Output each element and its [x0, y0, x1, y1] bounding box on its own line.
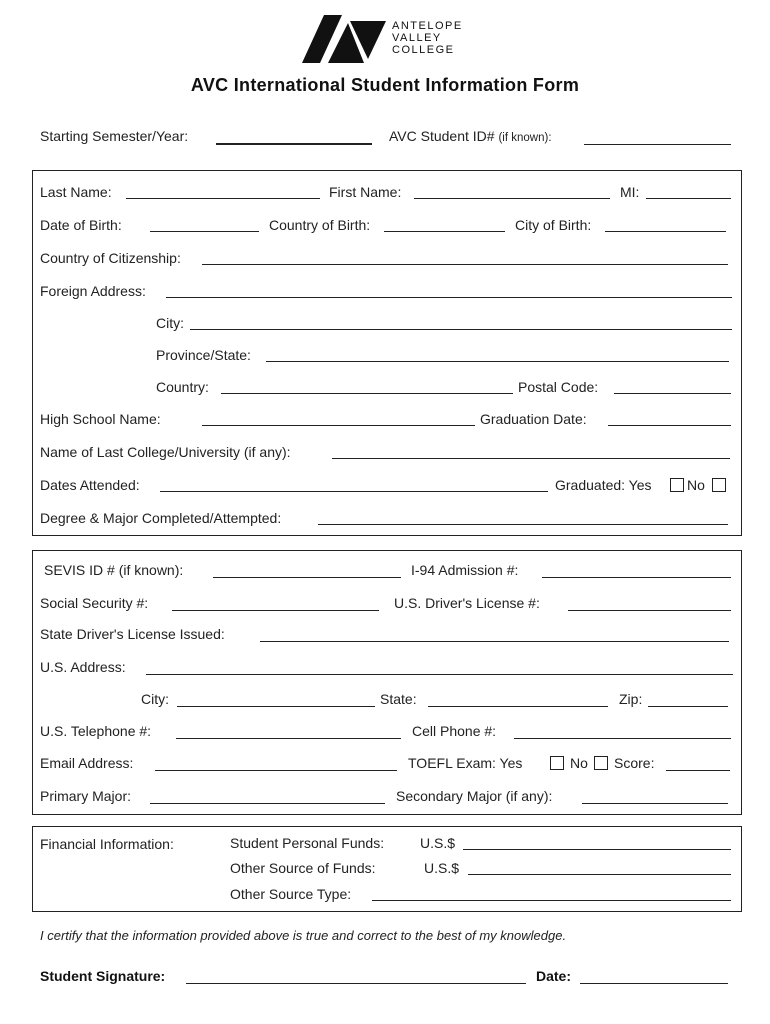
- cell-phone-label: Cell Phone #:: [412, 723, 497, 739]
- ssn-label: Social Security #:: [40, 595, 149, 611]
- secondary-major-field[interactable]: [582, 803, 728, 804]
- city-of-birth-field[interactable]: [605, 231, 726, 232]
- primary-major-label: Primary Major:: [40, 788, 132, 804]
- telephone-label: U.S. Telephone #:: [40, 723, 152, 739]
- ssn-field[interactable]: [172, 610, 379, 611]
- graduated-no-label: No: [687, 477, 705, 493]
- certification-statement: I certify that the information provided above is true and correct to the best of my knowledge.: [40, 928, 567, 943]
- toefl-label: TOEFL Exam: Yes: [408, 755, 523, 771]
- province-label: Province/State:: [156, 347, 251, 363]
- postal-code-field[interactable]: [614, 393, 731, 394]
- dob-label: Date of Birth:: [40, 217, 122, 233]
- us-city-label: City:: [141, 691, 169, 707]
- other-funds-label: Other Source of Funds:: [230, 860, 376, 876]
- financial-info-label: Financial Information:: [40, 836, 174, 852]
- email-field[interactable]: [155, 770, 397, 771]
- semester-label: Starting Semester/Year:: [40, 128, 189, 144]
- dates-attended-label: Dates Attended:: [40, 477, 140, 493]
- graduated-label: Graduated: Yes: [555, 477, 652, 493]
- other-source-type-field[interactable]: [372, 900, 731, 901]
- signature-date-field[interactable]: [580, 983, 728, 984]
- logo-line-2: VALLEY: [392, 32, 442, 44]
- foreign-city-field[interactable]: [190, 329, 732, 330]
- foreign-address-field[interactable]: [166, 297, 732, 298]
- high-school-field[interactable]: [202, 425, 475, 426]
- telephone-field[interactable]: [176, 738, 401, 739]
- degree-label: Degree & Major Completed/Attempted:: [40, 510, 282, 526]
- form-title: AVC International Student Information Form: [190, 75, 580, 95]
- graduated-yes-checkbox[interactable]: [670, 478, 684, 492]
- toefl-no-label: No: [570, 755, 588, 771]
- us-state-field[interactable]: [428, 706, 608, 707]
- us-city-field[interactable]: [177, 706, 375, 707]
- country-label: Country:: [156, 379, 209, 395]
- state-license-label: State Driver's License Issued:: [40, 626, 225, 642]
- citizenship-label: Country of Citizenship:: [40, 250, 181, 266]
- student-signature-label: Student Signature:: [40, 968, 166, 984]
- score-field[interactable]: [666, 770, 730, 771]
- mi-field[interactable]: [646, 198, 731, 199]
- degree-field[interactable]: [318, 524, 728, 525]
- antelope-logo-icon: [302, 13, 388, 65]
- province-field[interactable]: [266, 361, 729, 362]
- citizenship-field[interactable]: [202, 264, 728, 265]
- city-of-birth-label: City of Birth:: [515, 217, 592, 233]
- primary-major-field[interactable]: [150, 803, 385, 804]
- personal-funds-label: Student Personal Funds:: [230, 835, 385, 851]
- us-license-field[interactable]: [568, 610, 731, 611]
- i94-label: I-94 Admission #:: [411, 562, 519, 578]
- cell-phone-field[interactable]: [514, 738, 731, 739]
- semester-field[interactable]: [216, 143, 372, 145]
- country-field[interactable]: [221, 393, 513, 394]
- logo-line-3: COLLEGE: [392, 44, 455, 56]
- student-id-label: [389, 128, 552, 144]
- state-license-field[interactable]: [260, 641, 729, 642]
- dob-field[interactable]: [150, 231, 259, 232]
- graduated-no-checkbox[interactable]: [712, 478, 726, 492]
- sevis-field[interactable]: [213, 577, 401, 578]
- first-name-label: First Name:: [329, 184, 402, 200]
- email-label: Email Address:: [40, 755, 134, 771]
- us-info-section: [32, 550, 742, 815]
- last-college-label: Name of Last College/University (if any):: [40, 444, 291, 460]
- signature-date-label: Date:: [536, 968, 572, 984]
- last-name-field[interactable]: [126, 198, 320, 199]
- first-name-field[interactable]: [414, 198, 610, 199]
- personal-funds-currency: U.S.$: [420, 835, 456, 851]
- i94-field[interactable]: [542, 577, 731, 578]
- last-college-field[interactable]: [332, 458, 730, 459]
- graduation-date-field[interactable]: [608, 425, 731, 426]
- country-of-birth-field[interactable]: [384, 231, 505, 232]
- country-of-birth-label: Country of Birth:: [269, 217, 371, 233]
- us-address-label: U.S. Address:: [40, 659, 126, 675]
- us-state-label: State:: [380, 691, 417, 707]
- zip-field[interactable]: [648, 706, 728, 707]
- graduation-date-label: Graduation Date:: [480, 411, 587, 427]
- logo-line-1: ANTELOPE: [392, 20, 463, 32]
- toefl-no-checkbox[interactable]: [594, 756, 608, 770]
- score-label: Score:: [614, 755, 655, 771]
- high-school-label: High School Name:: [40, 411, 161, 427]
- student-id-note: (if known):: [498, 132, 552, 144]
- sevis-label: SEVIS ID # (if known):: [44, 562, 184, 578]
- secondary-major-label: Secondary Major (if any):: [396, 788, 553, 804]
- other-funds-currency: U.S.$: [424, 860, 460, 876]
- dates-attended-field[interactable]: [160, 491, 548, 492]
- foreign-address-label: Foreign Address:: [40, 283, 146, 299]
- student-id-field[interactable]: [584, 144, 731, 145]
- us-address-field[interactable]: [146, 674, 733, 675]
- student-signature-field[interactable]: [186, 983, 526, 984]
- postal-code-label: Postal Code:: [518, 379, 599, 395]
- last-name-label: Last Name:: [40, 184, 112, 200]
- foreign-city-label: City:: [156, 315, 184, 331]
- other-funds-field[interactable]: [468, 874, 731, 875]
- toefl-yes-checkbox[interactable]: [550, 756, 564, 770]
- zip-label: Zip:: [619, 691, 643, 707]
- student-id-label-text: AVC Student ID#: [389, 128, 495, 144]
- mi-label: MI:: [620, 184, 640, 200]
- personal-funds-field[interactable]: [463, 849, 731, 850]
- other-source-type-label: Other Source Type:: [230, 886, 352, 902]
- us-license-label: U.S. Driver's License #:: [394, 595, 540, 611]
